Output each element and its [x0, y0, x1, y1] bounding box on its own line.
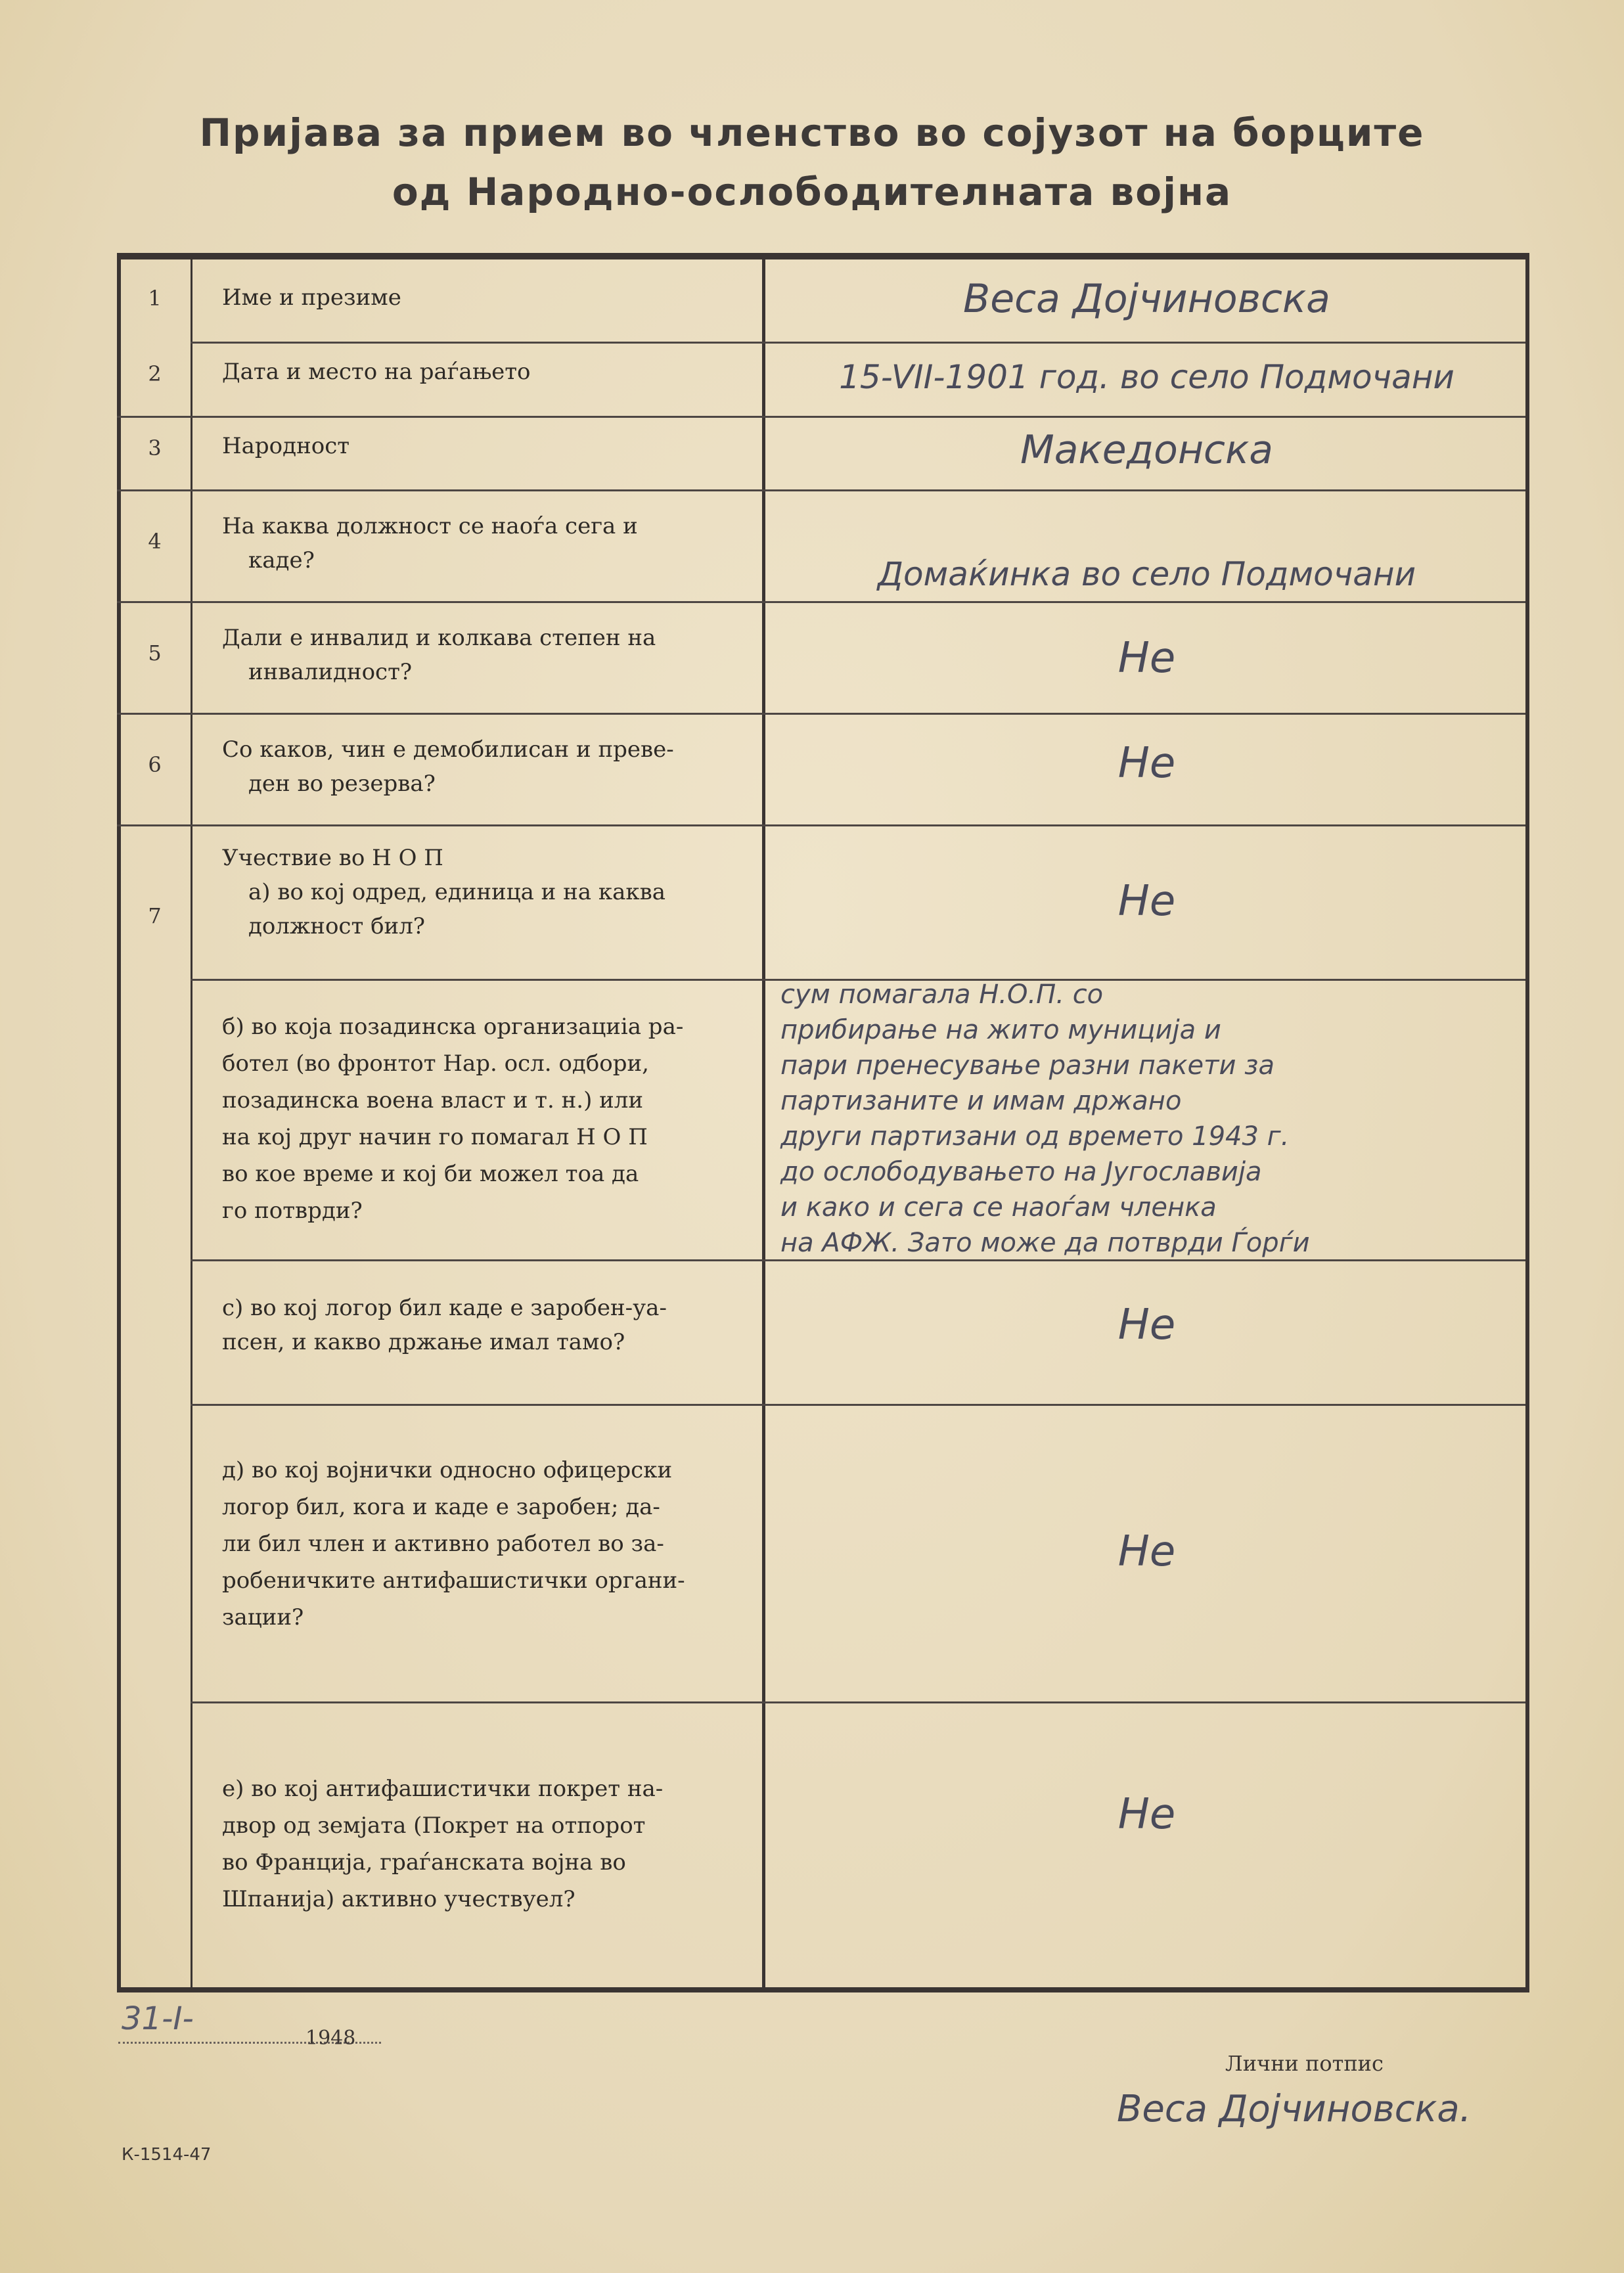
answer-current-duty: Домаќинка во село Подмочани [877, 555, 1416, 593]
question-line: б) во која позадинска организациiа ра- [222, 1014, 684, 1040]
question-line: на кој друг начин го помагал Н О П [222, 1124, 648, 1150]
question-line: а) во кој одред, единица и на каква [248, 879, 666, 905]
question-e-abroad-movement [222, 1770, 869, 1918]
question-line: во кое време и кој би можел тоа да [222, 1161, 639, 1187]
question-line: ли бил член и активно работел во за- [222, 1531, 664, 1557]
row-divider [191, 1404, 1525, 1406]
question-line: го потврди? [222, 1198, 363, 1224]
handwritten-signature: Веса Дојчиновска. [1117, 2088, 1472, 2130]
question-line: каде? [248, 547, 315, 574]
row-number: 3 [148, 436, 162, 461]
row-number: 1 [148, 286, 162, 311]
question-full-name [222, 281, 869, 315]
answer-nationality: Македонска [1020, 427, 1274, 473]
filled-date: 31-I- [122, 2000, 194, 2037]
question-line: Дали е инвалид и колкава степен на [222, 625, 656, 651]
question-current-duty [222, 509, 869, 577]
row-divider [191, 1701, 1525, 1703]
question-line: псен, и какво држање имал тамо? [222, 1329, 625, 1355]
answer-line: до ослободувањето на Југославија [780, 1157, 1262, 1187]
answer-demobilization: Не [1117, 739, 1176, 788]
question-nationality [222, 429, 869, 463]
row-divider [117, 489, 1525, 491]
row-number: 6 [148, 752, 162, 777]
answer-line: пари пренесување разни пакети за [780, 1050, 1274, 1081]
answer-line: партизаните и имам држано [780, 1086, 1182, 1116]
row-number: 4 [148, 529, 162, 554]
question-line: двор од земјата (Покрет на отпорот [222, 1812, 646, 1839]
answer-full-name: Веса Дојчиновска [963, 276, 1330, 322]
form-code: К-1514-47 [122, 2145, 212, 2165]
answer-line: прибирање на жито муниција и [780, 1015, 1221, 1045]
question-line: Шпанија) активно учествуел? [222, 1886, 575, 1912]
question-nop-participation [222, 841, 869, 943]
signature-label: Лични потпис [1225, 2051, 1384, 2076]
filled-year: 1948 [305, 2027, 356, 2050]
question-line: должност бил? [248, 913, 426, 939]
question-birth-date-place [222, 355, 869, 389]
row-divider [117, 416, 1525, 418]
row-divider [117, 713, 1525, 715]
question-d-officer-camp [222, 1452, 869, 1636]
question-line: ботел (во фронтот Нар. осл. одбори, [222, 1050, 649, 1077]
question-line: Дата и место на раѓањето [222, 359, 531, 385]
question-disability [222, 621, 869, 689]
row-number: 7 [148, 903, 162, 928]
number-column-divider [191, 259, 192, 1987]
answer-disability: Не [1117, 634, 1176, 683]
question-line: е) во кој антифашистички покрет на- [222, 1776, 664, 1802]
question-c-camp [222, 1291, 869, 1359]
question-line: зации? [222, 1604, 304, 1631]
row-number: 5 [148, 641, 162, 665]
question-line: инвалидност? [248, 659, 413, 685]
question-line: с) во кој логор бил каде е заробен-уа- [222, 1295, 667, 1321]
row-divider [191, 342, 1525, 344]
question-line: Народност [222, 433, 350, 459]
answer-birth-date-place: 15-VII-1901 год. во село Подмочани [839, 358, 1455, 396]
answer-nop-participation: Не [1117, 877, 1176, 926]
answer-c-camp: Не [1117, 1301, 1176, 1349]
form-title-line-2: од Народно-ослободителната војна [392, 169, 1232, 214]
answer-line: на АФЖ. Зато може да потврди Ѓорѓи [780, 1228, 1310, 1258]
question-line: ден во резерва? [248, 771, 436, 797]
question-line: Со каков, чин е демобилисан и преве- [222, 736, 674, 763]
question-line: На каква должност се наоѓа сега и [222, 513, 638, 539]
question-line: логор бил, кога и каде е заробен; да- [222, 1494, 660, 1520]
question-line: Име и презиме [222, 284, 401, 311]
row-divider [117, 601, 1525, 603]
question-line: д) во кој војнички односно офицерски [222, 1457, 673, 1483]
answer-line: други партизани од времето 1943 г. [780, 1121, 1290, 1152]
question-demobilization [222, 732, 869, 801]
question-line: Учествие во Н О П [222, 845, 443, 871]
answer-line: сум помагала Н.О.П. со [780, 979, 1104, 1010]
question-b-rear-organization [222, 1008, 869, 1229]
question-line: во Франција, граѓанската војна во [222, 1849, 626, 1876]
table-border-left [117, 259, 121, 1987]
form-title-line-1: Пријава за прием во членство во сојузот на борците [199, 110, 1425, 155]
row-divider [117, 824, 1525, 826]
application-form-table [117, 253, 1529, 1992]
answer-e-abroad-movement: Не [1117, 1790, 1176, 1839]
question-line: позадинска воена власт и т. н.) или [222, 1087, 644, 1114]
answer-d-officer-camp: Не [1117, 1527, 1176, 1576]
row-number: 2 [148, 361, 162, 386]
answer-b-rear-organization [780, 977, 1556, 1261]
answer-line: и како и сега се наоѓам членка [780, 1192, 1217, 1223]
question-line: робеничките антифашистички органи- [222, 1567, 685, 1594]
